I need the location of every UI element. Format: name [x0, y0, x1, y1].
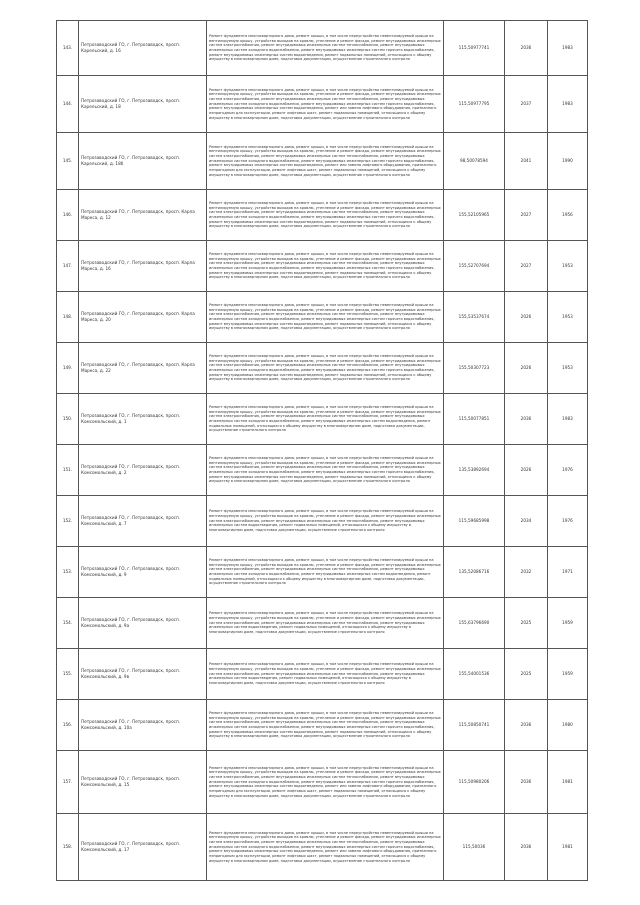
built-year-cell: 1959 [548, 649, 588, 700]
table-body [57, 21, 588, 881]
built-year-cell: 1981 [548, 814, 588, 881]
table-row [57, 547, 588, 598]
row-number: 157. [57, 751, 79, 814]
row-number: 155. [57, 649, 79, 700]
planned-year-cell: 2036 [505, 751, 548, 814]
row-number: 143. [57, 21, 79, 76]
row-number: 146. [57, 190, 79, 241]
built-year-cell: 1953 [548, 241, 588, 292]
built-year-cell: 1971 [548, 547, 588, 598]
row-number: 153. [57, 547, 79, 598]
row-number: 151. [57, 445, 79, 496]
planned-year-cell: 2025 [505, 649, 548, 700]
planned-year-cell: 2026 [505, 292, 548, 343]
table-row [57, 292, 588, 343]
built-year-cell: 1983 [548, 394, 588, 445]
works-cell: Ремонт фундамента многоквартирного дома, ремонт крыши, в том числе переустройство невентилируемой крыши на вентилируемую крышу, устройство выходов на кровлю, утепление и ремонт фасада, ремонт внутридомовых инженерных систем электроснабжения, ремонт внутридомовых инженерных систем теплоснабжения, ремонт внутридомовых инженерных систем холодного водоснабжения, ремонт внутридомовых инженерных систем горячего водоснабжения, ремонт внутридомовых инженерных систем водоотведения, ремонт подвальных помещений, относящихся к общему имуществу в многоквартирном доме, подготовка документации, осуществление строительного контроля [207, 445, 444, 496]
table-row [57, 133, 588, 190]
address-cell: Петрозаводский ГО, г. Петрозаводск, просп. Карельский, д. 16 [79, 21, 207, 76]
address-cell: Петрозаводский ГО, г. Петрозаводск, просп. Комсомольский, д. 9а [79, 598, 207, 649]
planned-year-cell: 2037 [505, 76, 548, 133]
planned-year-cell: 2027 [505, 241, 548, 292]
table-row [57, 496, 588, 547]
planned-year-cell: 2032 [505, 547, 548, 598]
works-cell: Ремонт фундамента многоквартирного дома, ремонт крыши, в том числе переустройство невентилируемой крыши на вентилируемую крышу, устройство выходов на кровлю, утепление и ремонт фасада, ремонт внутридомовых инженерных систем электроснабжения, ремонт внутридомовых инженерных систем теплоснабжения, ремонт внутридомовых инженерных систем водоотведения, ремонт подвальных помещений, относящихся к общему имуществу в многоквартирном доме, подготовка документации, осуществление строительного контроля [207, 598, 444, 649]
cost-cell: 155,52707694 [444, 241, 505, 292]
table-row [57, 343, 588, 394]
planned-year-cell: 2036 [505, 814, 548, 881]
address-cell: Петрозаводский ГО, г. Петрозаводск, просп. Комсомольский, д. 7 [79, 496, 207, 547]
cost-cell: 155,54001536 [444, 649, 505, 700]
built-year-cell: 1983 [548, 76, 588, 133]
built-year-cell: 1981 [548, 751, 588, 814]
address-cell: Петрозаводский ГО, г. Петрозаводск, просп. Комсомольский, д. 9 [79, 547, 207, 598]
cost-cell: 115,50980206 [444, 751, 505, 814]
works-cell: Ремонт фундамента многоквартирного дома, ремонт крыши, в том числе переустройство невентилируемой крыши на вентилируемую крышу, устройство выходов на кровлю, утепление и ремонт фасада, ремонт внутридомовых инженерных систем электроснабжения, ремонт внутридомовых инженерных систем теплоснабжения, ремонт внутридомовых инженерных систем холодного водоснабжения, ремонт внутридомовых инженерных систем горячего водоснабжения, ремонт внутридомовых инженерных систем водоотведения, ремонт подвальных помещений, относящихся к общему имуществу в многоквартирном доме, подготовка документации, осуществление строительного контроля [207, 292, 444, 343]
address-cell: Петрозаводский ГО, г. Петрозаводск, просп. Карла Маркса, д. 16 [79, 241, 207, 292]
planned-year-cell: 2025 [505, 598, 548, 649]
table-row [57, 700, 588, 751]
row-number: 148. [57, 292, 79, 343]
cost-cell: 155,63796690 [444, 598, 505, 649]
built-year-cell: 1953 [548, 292, 588, 343]
capital-repair-table [56, 20, 588, 881]
cost-cell: 135,53892694 [444, 445, 505, 496]
works-cell: Ремонт фундамента многоквартирного дома, ремонт крыши, в том числе переустройство невентилируемой крыши на вентилируемую крышу, устройство выходов на кровлю, утепление и ремонт фасада, ремонт внутридомовых инженерных систем электроснабжения, ремонт внутридомовых инженерных систем теплоснабжения, ремонт внутридомовых инженерных систем холодного водоснабжения, ремонт внутридомовых инженерных систем горячего водоснабжения, ремонт внутридомовых инженерных систем водоотведения, ремонт или замена лифтового оборудования, признанного непригодным для эксплуатации, ремонт лифтовых шахт, ремонт подвальных помещений, относящихся к общему имуществу в многоквартирном доме, подготовка документации, осуществление строительного контроля [207, 751, 444, 814]
cost-cell: 115,50077851 [444, 394, 505, 445]
row-number: 150. [57, 394, 79, 445]
address-cell: Петрозаводский ГО, г. Петрозаводск, просп. Комсомольский, д. 10а [79, 700, 207, 751]
address-cell: Петрозаводский ГО, г. Петрозаводск, просп. Комсомольский, д. 17 [79, 814, 207, 881]
table-row [57, 814, 588, 881]
address-cell: Петрозаводский ГО, г. Петрозаводск, просп. Карла Маркса, д. 12 [79, 190, 207, 241]
table-row [57, 394, 588, 445]
address-cell: Петрозаводский ГО, г. Петрозаводск, просп. Комсомольский, д. 2 [79, 445, 207, 496]
cost-cell: 155,53537674 [444, 292, 505, 343]
works-cell: Ремонт фундамента многоквартирного дома, ремонт крыши, в том числе переустройство невентилируемой крыши на вентилируемую крышу, устройство выходов на кровлю, утепление и ремонт фасада, ремонт внутридомовых инженерных систем электроснабжения, ремонт внутридомовых инженерных систем теплоснабжения, ремонт внутридомовых инженерных систем холодного водоснабжения, ремонт внутридомовых инженерных систем горячего водоснабжения, ремонт внутридомовых инженерных систем водоотведения, ремонт или замена лифтового оборудования, признанного непригодным для эксплуатации, ремонт лифтовых шахт, ремонт подвальных помещений, относящихся к общему имуществу в многоквартирном доме, подготовка документации, осуществление строительного контроля [207, 814, 444, 881]
works-cell: Ремонт фундамента многоквартирного дома, ремонт крыши, в том числе переустройство невентилируемой крыши на вентилируемую крышу, устройство выходов на кровлю, утепление и ремонт фасада, ремонт внутридомовых инженерных систем электроснабжения, ремонт внутридомовых инженерных систем теплоснабжения, ремонт внутридомовых инженерных систем холодного водоснабжения, ремонт внутридомовых инженерных систем горячего водоснабжения, ремонт внутридомовых инженерных систем водоотведения, ремонт подвальных помещений, относящихся к общему имуществу в многоквартирном доме, подготовка документации, осуществление строительного контроля [207, 343, 444, 394]
table-row [57, 445, 588, 496]
planned-year-cell: 2026 [505, 343, 548, 394]
works-cell: Ремонт фундамента многоквартирного дома, ремонт крыши, в том числе переустройство невентилируемой крыши на вентилируемую крышу, устройство выходов на кровлю, утепление и ремонт фасада, ремонт внутридомовых инженерных систем электроснабжения, ремонт внутридомовых инженерных систем теплоснабжения, ремонт внутридомовых инженерных систем холодного водоснабжения, ремонт внутридомовых инженерных систем водоотведения, ремонт подвальных помещений, относящихся к общему имуществу в многоквартирном доме, подготовка документации, осуществление строительного контроля [207, 394, 444, 445]
row-number: 152. [57, 496, 79, 547]
built-year-cell: 1980 [548, 700, 588, 751]
planned-year-cell: 2036 [505, 700, 548, 751]
planned-year-cell: 2026 [505, 445, 548, 496]
address-cell: Петрозаводский ГО, г. Петрозаводск, просп. Карла Маркса, д. 20 [79, 292, 207, 343]
address-cell: Петрозаводский ГО, г. Петрозаводск, просп. Карельский, д. 18 [79, 76, 207, 133]
built-year-cell: 1959 [548, 598, 588, 649]
built-year-cell: 1983 [548, 21, 588, 76]
planned-year-cell: 2027 [505, 190, 548, 241]
cost-cell: 115,50977741 [444, 21, 505, 76]
cost-cell: 115,50850741 [444, 700, 505, 751]
works-cell: Ремонт фундамента многоквартирного дома, ремонт крыши, в том числе переустройство невентилируемой крыши на вентилируемую крышу, устройство выходов на кровлю, утепление и ремонт фасада, ремонт внутридомовых инженерных систем электроснабжения, ремонт внутридомовых инженерных систем теплоснабжения, ремонт внутридомовых инженерных систем холодного водоснабжения, ремонт внутридомовых инженерных систем горячего водоснабжения, ремонт внутридомовых инженерных систем водоотведения, ремонт или замена лифтового оборудования, признанного непригодным для эксплуатации, ремонт лифтовых шахт, ремонт подвальных помещений, относящихся к общему имуществу в многоквартирном доме, подготовка документации, осуществление строительного контроля [207, 76, 444, 133]
row-number: 144. [57, 76, 79, 133]
table-row [57, 649, 588, 700]
row-number: 158. [57, 814, 79, 881]
built-year-cell: 1976 [548, 496, 588, 547]
planned-year-cell: 2041 [505, 133, 548, 190]
address-cell: Петрозаводский ГО, г. Петрозаводск, просп. Комсомольский, д. 9в [79, 649, 207, 700]
cost-cell: 155,52105965 [444, 190, 505, 241]
row-number: 145. [57, 133, 79, 190]
address-cell: Петрозаводский ГО, г. Петрозаводск, просп. Карла Маркса, д. 22 [79, 343, 207, 394]
works-cell: Ремонт фундамента многоквартирного дома, ремонт крыши, в том числе переустройство невентилируемой крыши на вентилируемую крышу, устройство выходов на кровлю, утепление и ремонт фасада, ремонт внутридомовых инженерных систем электроснабжения, ремонт внутридомовых инженерных систем теплоснабжения, ремонт внутридомовых инженерных систем холодного водоснабжения, ремонт внутридомовых инженерных систем горячего водоснабжения, ремонт внутридомовых инженерных систем водоотведения, ремонт подвальных помещений, относящихся к общему имуществу в многоквартирном доме, подготовка документации, осуществление строительного контроля [207, 21, 444, 76]
built-year-cell: 1953 [548, 343, 588, 394]
table-row [57, 241, 588, 292]
works-cell: Ремонт фундамента многоквартирного дома, ремонт крыши, в том числе переустройство невентилируемой крыши на вентилируемую крышу, устройство выходов на кровлю, утепление и ремонт фасада, ремонт внутридомовых инженерных систем электроснабжения, ремонт внутридомовых инженерных систем теплоснабжения, ремонт внутридомовых инженерных систем водоотведения, ремонт подвальных помещений, относящихся к общему имуществу в многоквартирном доме, подготовка документации, осуществление строительного контроля [207, 649, 444, 700]
built-year-cell: 1976 [548, 445, 588, 496]
cost-cell: 115,59685998 [444, 496, 505, 547]
cost-cell: 115,50036 [444, 814, 505, 881]
table-row [57, 190, 588, 241]
works-cell: Ремонт фундамента многоквартирного дома, ремонт крыши, в том числе переустройство невентилируемой крыши на вентилируемую крышу, устройство выходов на кровлю, утепление и ремонт фасада, ремонт внутридомовых инженерных систем электроснабжения, ремонт внутридомовых инженерных систем теплоснабжения, ремонт внутридомовых инженерных систем холодного водоснабжения, ремонт внутридомовых инженерных систем горячего водоснабжения, ремонт внутридомовых инженерных систем водоотведения, ремонт или замена лифтового оборудования, признанного непригодным для эксплуатации, ремонт лифтовых шахт, ремонт подвальных помещений, относящихся к общему имуществу в многоквартирном доме, подготовка документации, осуществление строительного контроля [207, 133, 444, 190]
table-row [57, 21, 588, 76]
table-row [57, 598, 588, 649]
built-year-cell: 1956 [548, 190, 588, 241]
works-cell: Ремонт фундамента многоквартирного дома, ремонт крыши, в том числе переустройство невентилируемой крыши на вентилируемую крышу, устройство выходов на кровлю, утепление и ремонт фасада, ремонт внутридомовых инженерных систем электроснабжения, ремонт внутридомовых инженерных систем теплоснабжения, ремонт внутридомовых инженерных систем холодного водоснабжения, ремонт внутридомовых инженерных систем водоотведения, ремонт подвальных помещений, относящихся к общему имуществу в многоквартирном доме, подготовка документации, осуществление строительного контроля [207, 547, 444, 598]
table-row [57, 76, 588, 133]
cost-cell: 98,50078594 [444, 133, 505, 190]
address-cell: Петрозаводский ГО, г. Петрозаводск, просп. Комсомольский, д. 15 [79, 751, 207, 814]
row-number: 147. [57, 241, 79, 292]
works-cell: Ремонт фундамента многоквартирного дома, ремонт крыши, в том числе переустройство невентилируемой крыши на вентилируемую крышу, устройство выходов на кровлю, утепление и ремонт фасада, ремонт внутридомовых инженерных систем электроснабжения, ремонт внутридомовых инженерных систем теплоснабжения, ремонт внутридомовых инженерных систем холодного водоснабжения, ремонт внутридомовых инженерных систем горячего водоснабжения, ремонт внутридомовых инженерных систем водоотведения, ремонт подвальных помещений, относящихся к общему имуществу в многоквартирном доме, подготовка документации, осуществление строительного контроля [207, 700, 444, 751]
built-year-cell: 1990 [548, 133, 588, 190]
row-number: 156. [57, 700, 79, 751]
cost-cell: 135,52086716 [444, 547, 505, 598]
planned-year-cell: 2036 [505, 394, 548, 445]
table-row [57, 751, 588, 814]
planned-year-cell: 2036 [505, 21, 548, 76]
works-cell: Ремонт фундамента многоквартирного дома, ремонт крыши, в том числе переустройство невентилируемой крыши на вентилируемую крышу, устройство выходов на кровлю, утепление и ремонт фасада, ремонт внутридомовых инженерных систем электроснабжения, ремонт внутридомовых инженерных систем теплоснабжения, ремонт внутридомовых инженерных систем холодного водоснабжения, ремонт внутридомовых инженерных систем горячего водоснабжения, ремонт внутридомовых инженерных систем водоотведения, ремонт подвальных помещений, относящихся к общему имуществу в многоквартирном доме, подготовка документации, осуществление строительного контроля [207, 241, 444, 292]
address-cell: Петрозаводский ГО, г. Петрозаводск, просп. Комсомольский, д. 1 [79, 394, 207, 445]
works-cell: Ремонт фундамента многоквартирного дома, ремонт крыши, в том числе переустройство невентилируемой крыши на вентилируемую крышу, устройство выходов на кровлю, утепление и ремонт фасада, ремонт внутридомовых инженерных систем электроснабжения, ремонт внутридомовых инженерных систем теплоснабжения, ремонт внутридомовых инженерных систем водоотведения, ремонт подвальных помещений, относящихся к общему имуществу в многоквартирном доме, подготовка документации, осуществление строительного контроля [207, 496, 444, 547]
row-number: 149. [57, 343, 79, 394]
address-cell: Петрозаводский ГО, г. Петрозаводск, просп. Карельский, д. 18б [79, 133, 207, 190]
row-number: 154. [57, 598, 79, 649]
cost-cell: 115,50977795 [444, 76, 505, 133]
planned-year-cell: 2034 [505, 496, 548, 547]
works-cell: Ремонт фундамента многоквартирного дома, ремонт крыши, в том числе переустройство невентилируемой крыши на вентилируемую крышу, устройство выходов на кровлю, утепление и ремонт фасада, ремонт внутридомовых инженерных систем электроснабжения, ремонт внутридомовых инженерных систем теплоснабжения, ремонт внутридомовых инженерных систем холодного водоснабжения, ремонт внутридомовых инженерных систем горячего водоснабжения, ремонт внутридомовых инженерных систем водоотведения, ремонт подвальных помещений, относящихся к общему имуществу в многоквартирном доме, подготовка документации, осуществление строительного контроля [207, 190, 444, 241]
cost-cell: 155,50307723 [444, 343, 505, 394]
